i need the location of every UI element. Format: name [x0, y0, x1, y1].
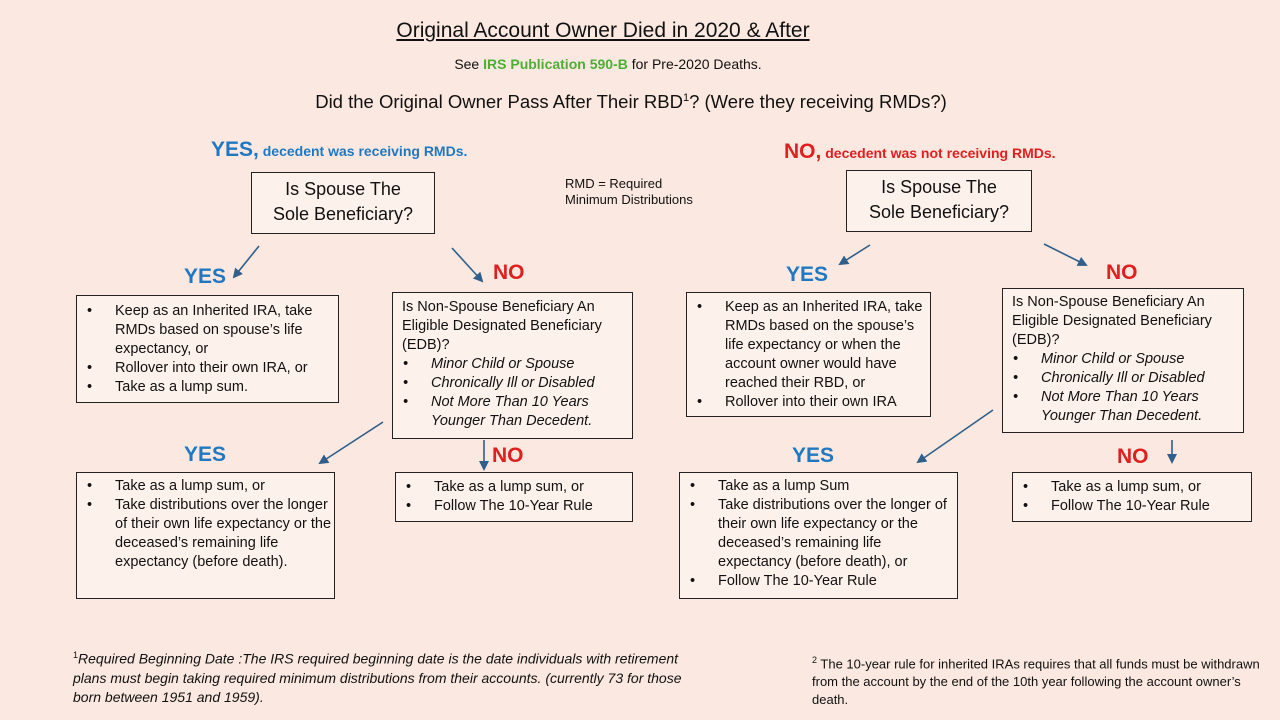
list-item: • Chronically Ill or Disabled [1003, 369, 1243, 388]
list-item: • Follow The 10-Year Rule [396, 497, 632, 516]
arrow-right-edb-yes [918, 410, 993, 462]
right-branch-word: NO, [784, 140, 822, 163]
page-title: Original Account Owner Died in 2020 & After [396, 19, 810, 42]
left-edb-lead: Is Non-Spouse Beneficiary An Eligible Designated Beneficiary (EDB)? [402, 299, 602, 353]
left-edb-yes-label: YES [184, 443, 227, 466]
arrow-left-yes [234, 246, 259, 277]
irs-publication-link[interactable]: IRS Publication 590-B [483, 56, 628, 72]
subtitle-prefix: See [454, 56, 484, 72]
list-item: • Keep as an Inherited IRA, take RMDs based on the spouse’s life expectancy or when the account owner would have reached their RBD, or [687, 298, 930, 393]
rmd-note-line1: RMD = Required [565, 176, 663, 191]
question-footnote-mark: 1 [682, 91, 690, 104]
list-item: • Take as a lump sum. [77, 378, 338, 397]
footnote-1-text: Required Beginning Date :The IRS required beginning date is the date individuals with retirement plans must begin taking required minimum distributions from their accounts. (currently 73 for those born between 1951 and 1959). [73, 650, 682, 705]
right-edb-lead: Is Non-Spouse Beneficiary An Eligible Designated Beneficiary (EDB)? [1012, 294, 1212, 348]
list-item: • Minor Child or Spouse [393, 355, 632, 374]
list-item: • Keep as an Inherited IRA, take RMDs based on spouse’s life expectancy, or [77, 302, 338, 359]
footnote-1 [73, 646, 693, 707]
question-main: Did the Original Owner Pass After Their RBD [315, 91, 683, 112]
list-item: • Minor Child or Spouse [1003, 350, 1243, 369]
footnote-2 [812, 651, 1262, 709]
left-branch-word: YES, [211, 138, 259, 161]
arrow-right-yes [840, 245, 870, 264]
list-item: • Take as a lump sum, or [396, 478, 632, 497]
subtitle-suffix: for Pre-2020 Deaths. [627, 56, 762, 72]
left-edb-no-label: NO [492, 444, 524, 467]
footnote-1-mark: 1 [73, 650, 79, 660]
list-item: • Take as a lump Sum [680, 477, 957, 496]
left-yes-label: YES [184, 265, 227, 288]
left-question-line2: Sole Beneficiary? [272, 204, 414, 224]
right-edb-yes-label: YES [792, 444, 835, 467]
rmd-note-line2: Minimum Distributions [565, 192, 693, 207]
question-tail: ? (Were they receiving RMDs?) [689, 91, 947, 112]
arrow-left-edb-yes [320, 422, 383, 463]
left-branch-text: decedent was receiving RMDs. [258, 143, 468, 159]
right-edb-no-label: NO [1117, 445, 1149, 468]
right-question-line1: Is Spouse The [881, 177, 997, 197]
list-item: • Not More Than 10 Years Younger Than Decedent. [1003, 388, 1243, 426]
left-question-line1: Is Spouse The [285, 179, 401, 199]
list-item: • Follow The 10-Year Rule [680, 572, 957, 591]
arrow-right-no [1044, 244, 1086, 265]
right-yes-label: YES [786, 263, 829, 286]
list-item: • Take distributions over the longer of their own life expectancy or the deceased’s remaining life expectancy (before death). [77, 496, 334, 572]
right-question-line2: Sole Beneficiary? [868, 202, 1010, 222]
left-no-label: NO [493, 261, 525, 284]
list-item: • Rollover into their own IRA [687, 393, 930, 412]
right-no-label: NO [1106, 261, 1138, 284]
footnote-2-mark: 2 [812, 655, 818, 665]
list-item: • Follow The 10-Year Rule [1013, 497, 1251, 516]
list-item: • Take as a lump sum, or [77, 477, 334, 496]
list-item: • Take distributions over the longer of their own life expectancy or the deceased’s remaining life expectancy (before death), or [680, 496, 957, 572]
right-branch-text: decedent was not receiving RMDs. [821, 145, 1056, 161]
arrow-left-no [452, 248, 482, 281]
list-item: • Not More Than 10 Years Younger Than Decedent. [393, 393, 632, 431]
footnote-2-text: The 10-year rule for inherited IRAs requires that all funds must be withdrawn from the account by the end of the 10th year following the account owner’s death. [812, 656, 1260, 708]
list-item: • Rollover into their own IRA, or [77, 359, 338, 378]
list-item: • Chronically Ill or Disabled [393, 374, 632, 393]
list-item: • Take as a lump sum, or [1013, 478, 1251, 497]
